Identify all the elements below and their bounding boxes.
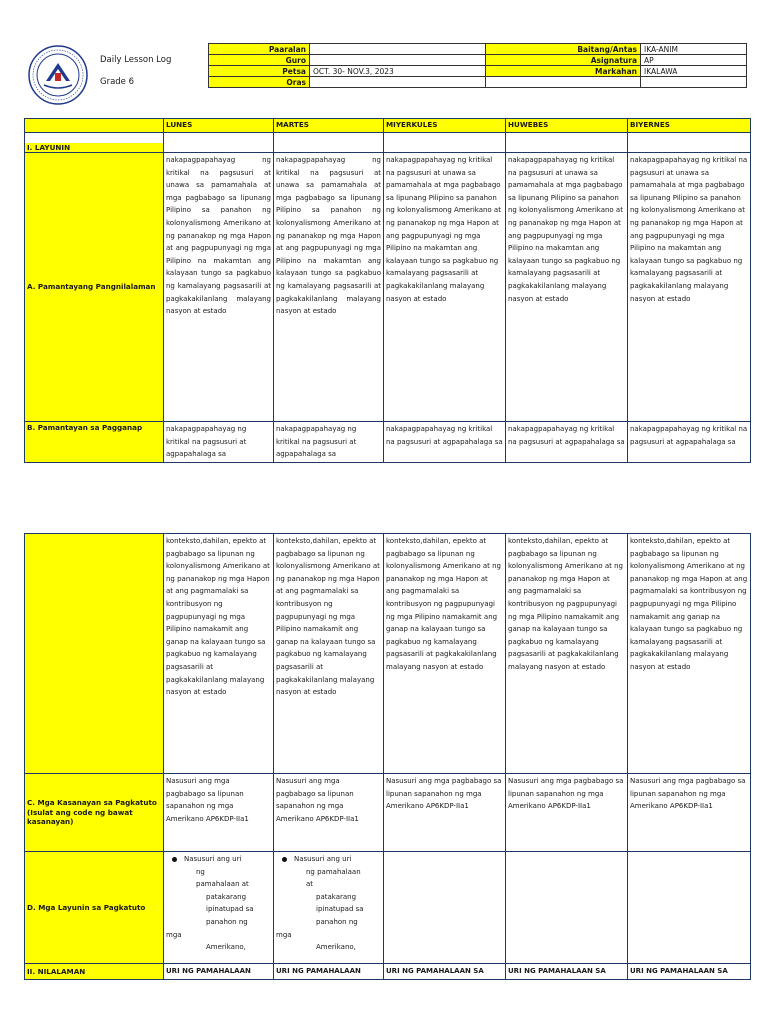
pamantayang-pangnilalaman-label: A. Pamantayang Pangnilalaman <box>25 153 164 422</box>
d-text-huwebes <box>506 852 628 964</box>
b-top-biyernes: nakapagpapahayag ng kritikal na pagsusuri at agpapahalaga sa <box>628 422 751 463</box>
b-top-miyerkules: nakapagpapahayag ng kritikal na pagsusuri at agpapahalaga sa <box>384 422 506 463</box>
d-text-martes: Nasusuri ang uri ng pamahalaan at patakarang ipinatupad sa panahon ng mga Amerikano, <box>274 852 384 964</box>
empty-label <box>486 77 641 88</box>
layunin-heading: I. LAYUNIN <box>25 143 163 152</box>
kasanayan-label: C. Mga Kasanayan sa Pagkatuto (Isulat ang code ng bawat kasanayan) <box>25 774 164 852</box>
day-header-martes: MARTES <box>274 119 384 133</box>
b-cont-biyernes: konteksto,dahilan, epekto at pagbabago sa lipunan ng kolonyalismong Amerikano at ng pananakop ng mga Hapon at ang pagmamalaki sa kontribusyon ng pagpupunyagi ng mga Pilipino namakamit ang ganap na kalayaan tungo sa pagkabuo ng kamalayang pagsasarili at pagkakakilanlang malayang nasyon at estado <box>628 534 751 774</box>
b-top-martes: nakapagpapahayag ng kritikal na pagsusuri at agpapahalaga sa <box>274 422 384 463</box>
petsa-value: OCT. 30- NOV.3, 2023 <box>310 66 486 77</box>
d-text-miyerkules <box>384 852 506 964</box>
nilalaman-huwebes: URI NG PAMAHALAAN SA <box>506 964 628 980</box>
header-info-table <box>208 43 747 88</box>
asignatura-label: Asignatura <box>486 55 641 66</box>
d-text-lunes: Nasusuri ang uri ng pamahalaan at patakarang ipinatupad sa panahon ng mga Amerikano, <box>164 852 274 964</box>
paaralan-value <box>310 44 486 55</box>
day-header-biyernes: BIYERNES <box>628 119 751 133</box>
c-text-lunes: Nasusuri ang mga pagbabago sa lipunan sapanahon ng mga Amerikano AP6KDP-IIa1 <box>164 774 274 852</box>
c-text-martes: Nasusuri ang mga pagbabago sa lipunan sapanahon ng mga Amerikano AP6KDP-IIa1 <box>274 774 384 852</box>
nilalaman-miyerkules: URI NG PAMAHALAAN SA <box>384 964 506 980</box>
c-text-biyernes: Nasusuri ang mga pagbabago sa lipunan sapanahon ng mga Amerikano AP6KDP-IIa1 <box>628 774 751 852</box>
markahan-label: Markahan <box>486 66 641 77</box>
petsa-label: Petsa <box>209 66 310 77</box>
b-cont-lunes: konteksto,dahilan, epekto at pagbabago sa lipunan ng kolonyalismong Amerikano at ng pananakop ng mga Hapon at ang pagmamalaki sa kontribusyon ng pagpupunyagi ng mga Pilipino namakamit ang ganap na kalayaan tungo sa pagkabuo ng kamalayang pagsasarili at pagkakakilanlang malayang nasyon at estado <box>164 534 274 774</box>
deped-seal-logo <box>28 45 88 105</box>
a-text-martes: nakapagpapahayag ng kritikal na pagsusuri at unawa sa pamamahala at mga pagbabago sa lipunang Pilipino sa panahon ng kolonyalismong Amerikano at ng pananakop ng mga Hapon at ang pagpupunyagi ng mga Pilipino na makamtan ang kalayaan tungo sa pagkabuo ng kamalayang pagsasarili at pagkakakilanlang malayang nasyon at estado <box>274 153 384 422</box>
guro-label: Guro <box>209 55 310 66</box>
lesson-log-table-page1 <box>24 118 751 463</box>
nilalaman-martes: URI NG PAMAHALAAN <box>274 964 384 980</box>
oras-value <box>310 77 486 88</box>
b-cont-martes: konteksto,dahilan, epekto at pagbabago sa lipunan ng kolonyalismong Amerikano at ng pananakop ng mga Hapon at ang pagmamalaki sa kontribusyon ng pagpupunyagi ng mga Pilipino namakamit ang ganap na kalayaan tungo sa pagkabuo ng kamalayang pagsasarili at pagkakakilanlang malayang nasyon at estado <box>274 534 384 774</box>
pamantayan-sa-pagganap-label: B. Pamantayan sa Pagganap <box>25 422 164 463</box>
layunin-sa-pagkatuto-label: D. Mga Layunin sa Pagkatuto <box>25 852 164 964</box>
b-cont-huwebes: konteksto,dahilan, epekto at pagbabago sa lipunan ng kolonyalismong Amerikano at ng pananakop ng mga Hapon at ang pagmamalaki sa kontribusyon ng pagpupunyagi ng mga Pilipino namakamit ang ganap na kalayaan tungo sa pagkabuo ng kamalayang pagsasarili at pagkakakilanlang malayang nasyon at estado <box>506 534 628 774</box>
layunin-cell <box>25 133 164 153</box>
empty-value <box>641 77 747 88</box>
baitang-value: IKA-ANIM <box>641 44 747 55</box>
b-top-lunes: nakapagpapahayag ng kritikal na pagsusuri at agpapahalaga sa <box>164 422 274 463</box>
a-text-miyerkules: nakapagpapahayag ng kritikal na pagsusuri at unawa sa pamamahala at mga pagbabago sa lipunang Pilipino sa panahon ng kolonyalismong Amerikano at ng pananakop ng mga Hapon at ang pagpupunyagi ng mga Pilipino na makamtan ang kalayaan tungo sa pagkabuo ng kamalayang pagsasarili at pagkakakilanlang malayang nasyon at estado <box>384 153 506 422</box>
day-header-miyerkules: MIYERKULES <box>384 119 506 133</box>
corner-cell <box>25 119 164 133</box>
nilalaman-biyernes: URI NG PAMAHALAAN SA <box>628 964 751 980</box>
lesson-log-table-page2 <box>24 533 751 980</box>
a-text-huwebes: nakapagpapahayag ng kritikal na pagsusuri at unawa sa pamamahala at mga pagbabago sa lipunang Pilipino sa panahon ng kolonyalismong Amerikano at ng pananakop ng mga Hapon at ang pagpupunyagi ng mga Pilipino na makamtan ang kalayaan tungo sa pagkabuo ng kamalayang pagsasarili at pagkakakilanlang malayang nasyon at estado <box>506 153 628 422</box>
baitang-label: Baitang/Antas <box>486 44 641 55</box>
grade-label: Grade 6 <box>100 77 135 87</box>
asignatura-value: AP <box>641 55 747 66</box>
day-header-lunes: LUNES <box>164 119 274 133</box>
nilalaman-label: II. NILALAMAN <box>25 964 164 980</box>
d-text-biyernes <box>628 852 751 964</box>
a-text-biyernes: nakapagpapahayag ng kritikal na pagsusuri at unawa sa pamamahala at mga pagbabago sa lipunang Pilipino sa panahon ng kolonyalismong Amerikano at ng pananakop ng mga Hapon at ang pagpupunyagi ng mga Pilipino na makamtan ang kalayaan tungo sa pagkabuo ng kamalayang pagsasarili at pagkakakilanlang malayang nasyon at estado <box>628 153 751 422</box>
b-top-huwebes: nakapagpapahayag ng kritikal na pagsusuri at agpapahalaga sa <box>506 422 628 463</box>
b-cont-miyerkules: konteksto,dahilan, epekto at pagbabago sa lipunan ng kolonyalismong Amerikano at ng pananakop ng mga Hapon at ang pagmamalaki sa kontribusyon ng pagpupunyagi ng mga Pilipino namakamit ang ganap na kalayaan tungo sa pagkabuo ng kamalayang pagsasarili at pagkakakilanlang malayang nasyon at estado <box>384 534 506 774</box>
bullet-icon <box>282 857 287 862</box>
paaralan-label: Paaralan <box>209 44 310 55</box>
document-title: Daily Lesson Log <box>100 55 172 65</box>
b-continued-label <box>25 534 164 774</box>
bullet-icon <box>172 857 177 862</box>
nilalaman-lunes: URI NG PAMAHALAAN <box>164 964 274 980</box>
markahan-value: IKALAWA <box>641 66 747 77</box>
c-text-miyerkules: Nasusuri ang mga pagbabago sa lipunan sapanahon ng mga Amerikano AP6KDP-IIa1 <box>384 774 506 852</box>
guro-value <box>310 55 486 66</box>
a-text-lunes: nakapagpapahayag ng kritikal na pagsusuri at unawa sa pamamahala at mga pagbabago sa lipunang Pilipino sa panahon ng kolonyalismong Amerikano at ng pananakop ng mga Hapon at ang pagpupunyagi ng mga Pilipino na makamtan ang kalayaan tungo sa pagkabuo ng kamalayang pagsasarili at pagkakakilanlang malayang nasyon at estado <box>164 153 274 422</box>
c-text-huwebes: Nasusuri ang mga pagbabago sa lipunan sapanahon ng mga Amerikano AP6KDP-IIa1 <box>506 774 628 852</box>
day-header-huwebes: HUWEBES <box>506 119 628 133</box>
oras-label: Oras <box>209 77 310 88</box>
